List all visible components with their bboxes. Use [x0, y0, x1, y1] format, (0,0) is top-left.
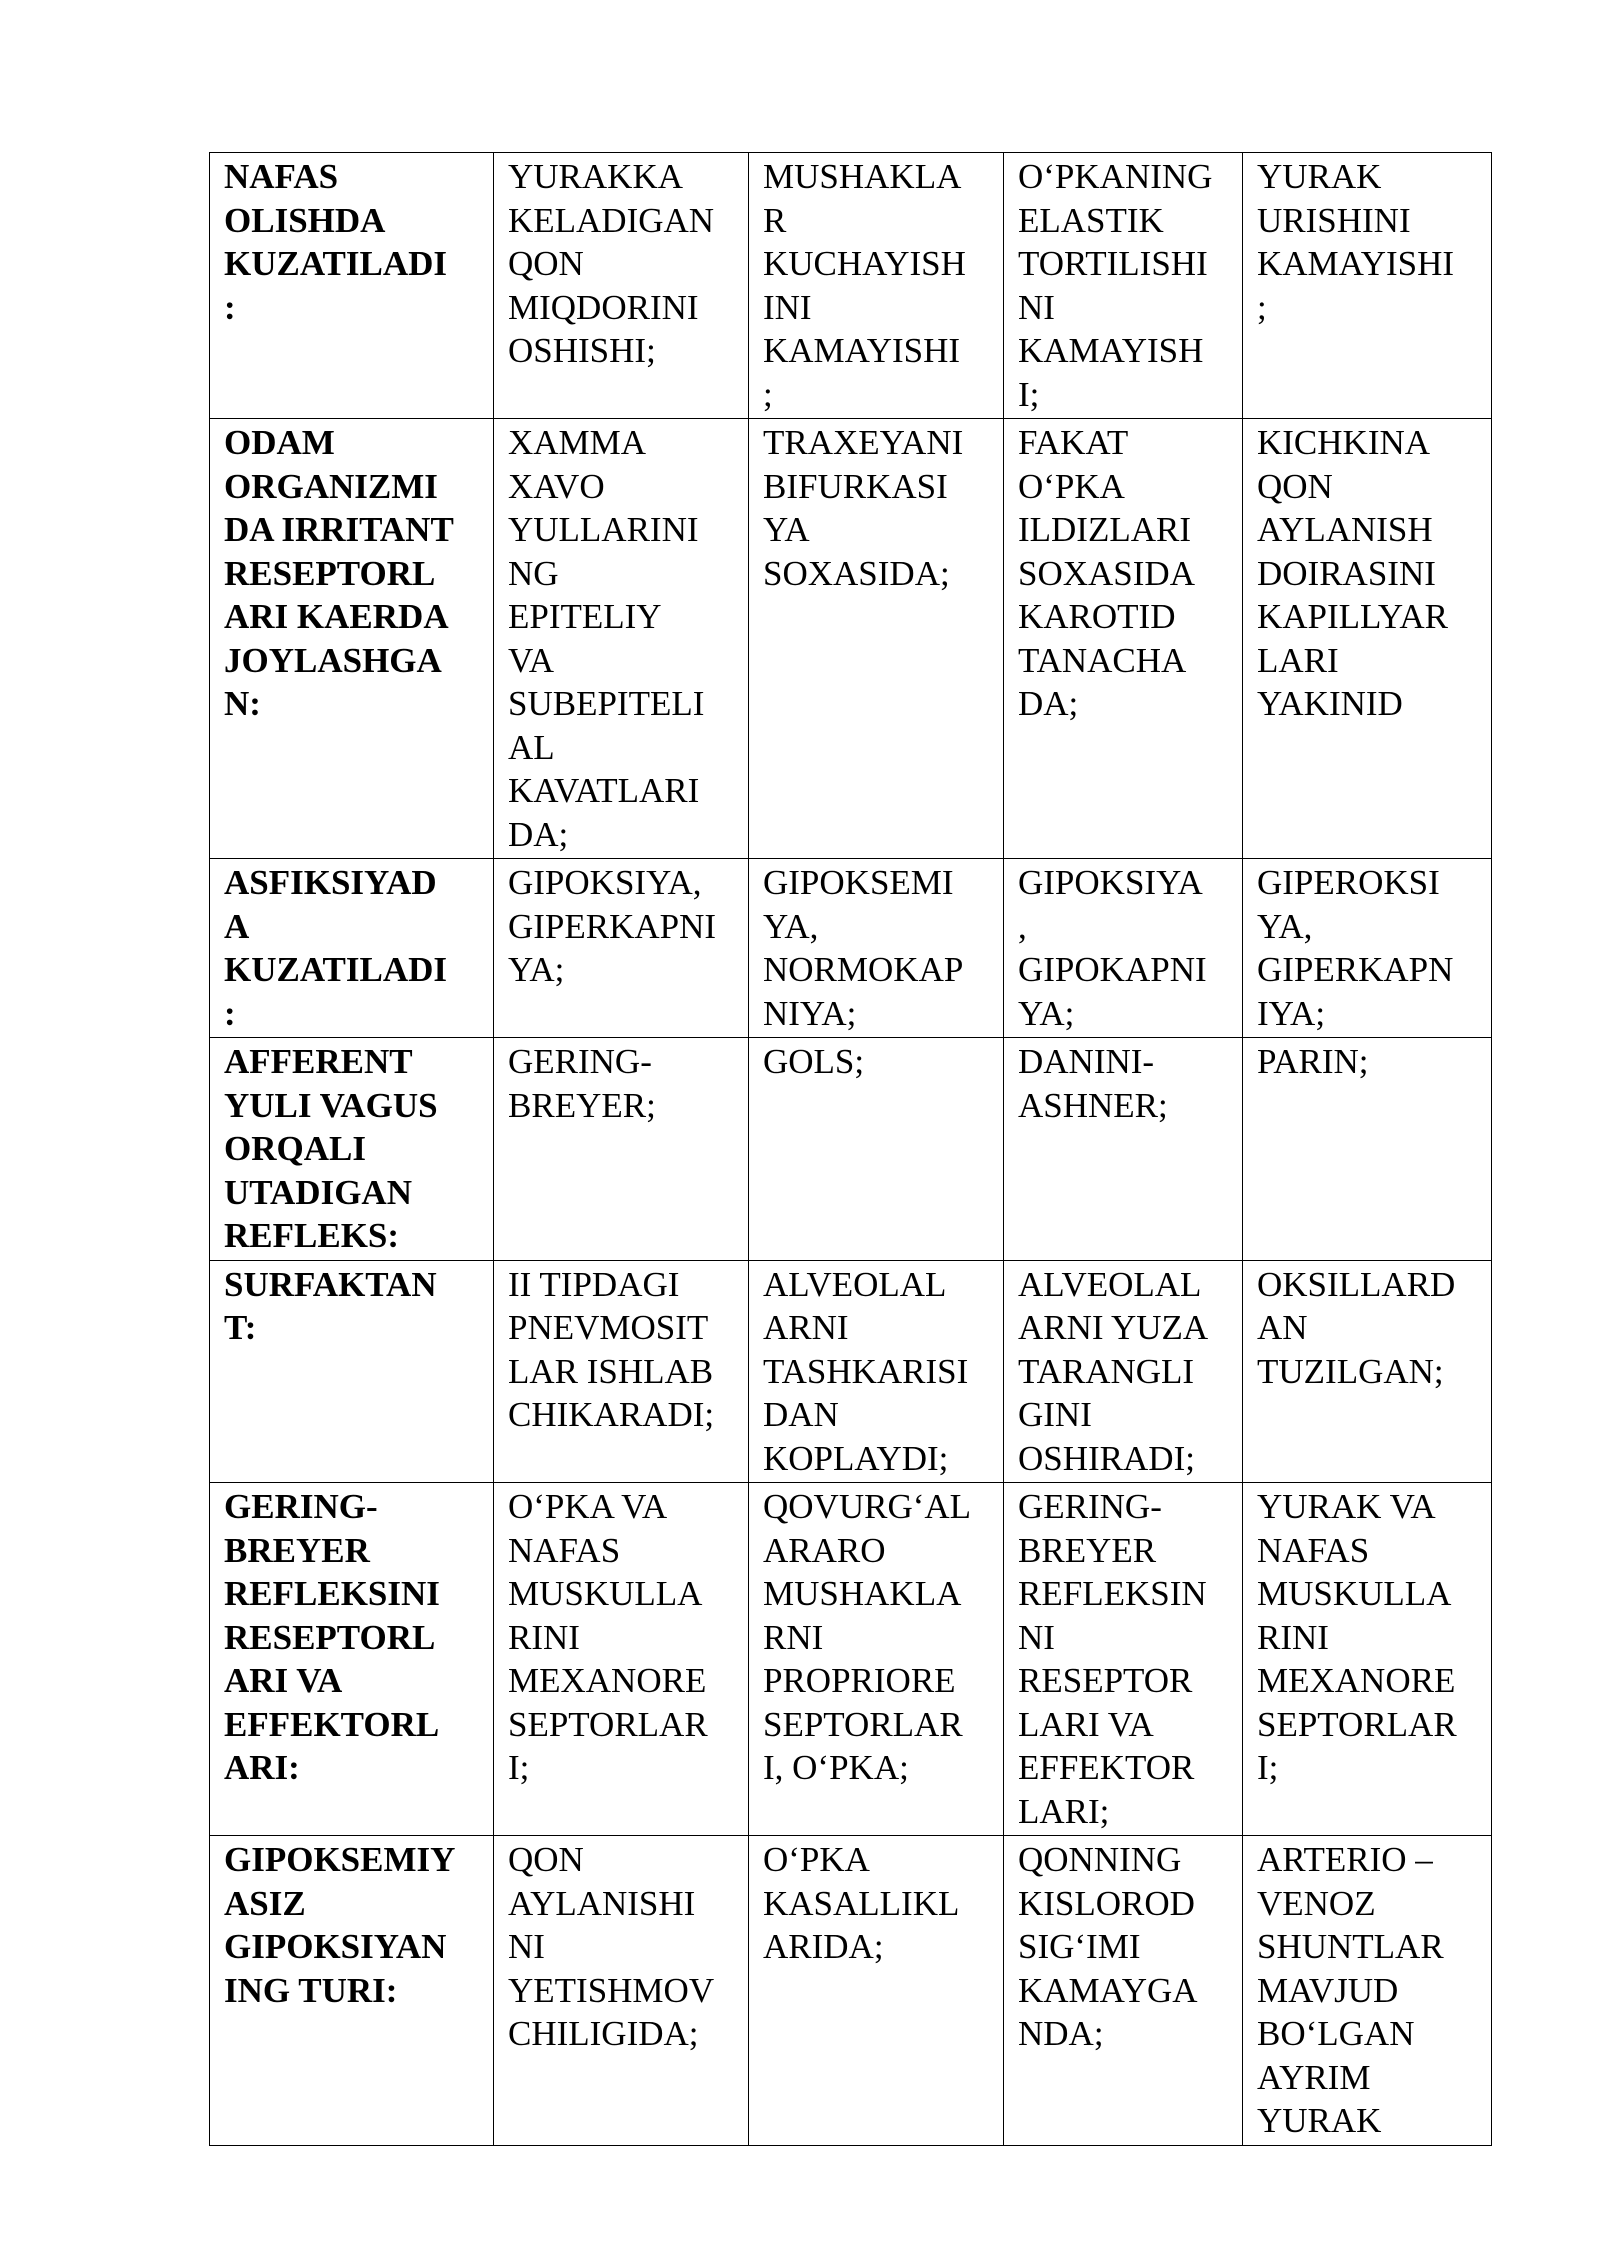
option-cell: YURAKKA KELADIGAN QON MIQDORINI OSHISHI; [494, 153, 749, 419]
option-cell: GOLS; [749, 1038, 1004, 1261]
table-row [210, 1038, 1492, 1261]
question-cell: GIPOKSEMIY ASIZ GIPOKSIYAN ING TURI: [210, 1836, 494, 2146]
table-row [210, 1483, 1492, 1836]
question-cell: GERING- BREYER REFLEKSINI RESEPTORL ARI VA EFFEKTORL ARI: [210, 1483, 494, 1836]
option-cell: QON AYLANISHI NI YETISHMOV CHILIGIDA; [494, 1836, 749, 2146]
option-cell: GIPOKSIYA, GIPERKAPNI YA; [494, 859, 749, 1038]
option-cell: FAKAT O‘PKA ILDIZLARI SOXASIDA KAROTID TANACHA DA; [1004, 419, 1243, 859]
option-cell: OKSILLARD AN TUZILGAN; [1243, 1260, 1492, 1483]
option-cell: ARTERIO – VENOZ SHUNTLAR MAVJUD BO‘LGAN AYRIM YURAK [1243, 1836, 1492, 2146]
question-cell: NAFAS OLISHDA KUZATILADI : [210, 153, 494, 419]
option-cell: YURAK VA NAFAS MUSKULLA RINI MEXANORE SEPTORLAR I; [1243, 1483, 1492, 1836]
question-cell: SURFAKTAN T: [210, 1260, 494, 1483]
table-row [210, 153, 1492, 419]
option-cell: MUSHAKLA R KUCHAYISH INI KAMAYISHI ; [749, 153, 1004, 419]
table-row [210, 1836, 1492, 2146]
quiz-table [209, 152, 1492, 2146]
table-row [210, 859, 1492, 1038]
option-cell: DANINI- ASHNER; [1004, 1038, 1243, 1261]
option-cell: ALVEOLAL ARNI TASHKARISI DAN KOPLAYDI; [749, 1260, 1004, 1483]
option-cell: QOVURG‘AL ARARO MUSHAKLA RNI PROPRIORE SEPTORLAR I, O‘PKA; [749, 1483, 1004, 1836]
option-cell: GERING- BREYER; [494, 1038, 749, 1261]
option-cell: YURAK URISHINI KAMAYISHI ; [1243, 153, 1492, 419]
question-cell: ODAM ORGANIZMI DA IRRITANT RESEPTORL ARI KAERDA JOYLASHGA N: [210, 419, 494, 859]
option-cell: II TIPDAGI PNEVMOSIT LAR ISHLAB CHIKARADI; [494, 1260, 749, 1483]
table-row [210, 1260, 1492, 1483]
table-row [210, 419, 1492, 859]
option-cell: PARIN; [1243, 1038, 1492, 1261]
option-cell: ALVEOLAL ARNI YUZA TARANGLI GINI OSHIRADI; [1004, 1260, 1243, 1483]
option-cell: O‘PKANING ELASTIK TORTILISHI NI KAMAYISH I; [1004, 153, 1243, 419]
option-cell: O‘PKA KASALLIKL ARIDA; [749, 1836, 1004, 2146]
option-cell: GIPOKSEMI YA, NORMOKAP NIYA; [749, 859, 1004, 1038]
question-cell: ASFIKSIYAD A KUZATILADI : [210, 859, 494, 1038]
option-cell: XAMMA XAVO YULLARINI NG EPITELIY VA SUBEPITELI AL KAVATLARI DA; [494, 419, 749, 859]
option-cell: GIPEROKSI YA, GIPERKAPN IYA; [1243, 859, 1492, 1038]
option-cell: QONNING KISLOROD SIG‘IMI KAMAYGA NDA; [1004, 1836, 1243, 2146]
option-cell: KICHKINA QON AYLANISH DOIRASINI KAPILLYAR LARI YAKINID [1243, 419, 1492, 859]
option-cell: GIPOKSIYA , GIPOKAPNI YA; [1004, 859, 1243, 1038]
option-cell: O‘PKA VA NAFAS MUSKULLA RINI MEXANORE SEPTORLAR I; [494, 1483, 749, 1836]
option-cell: TRAXEYANI BIFURKASI YA SOXASIDA; [749, 419, 1004, 859]
option-cell: GERING- BREYER REFLEKSIN NI RESEPTOR LARI VA EFFEKTOR LARI; [1004, 1483, 1243, 1836]
question-cell: AFFERENT YULI VAGUS ORQALI UTADIGAN REFLEKS: [210, 1038, 494, 1261]
